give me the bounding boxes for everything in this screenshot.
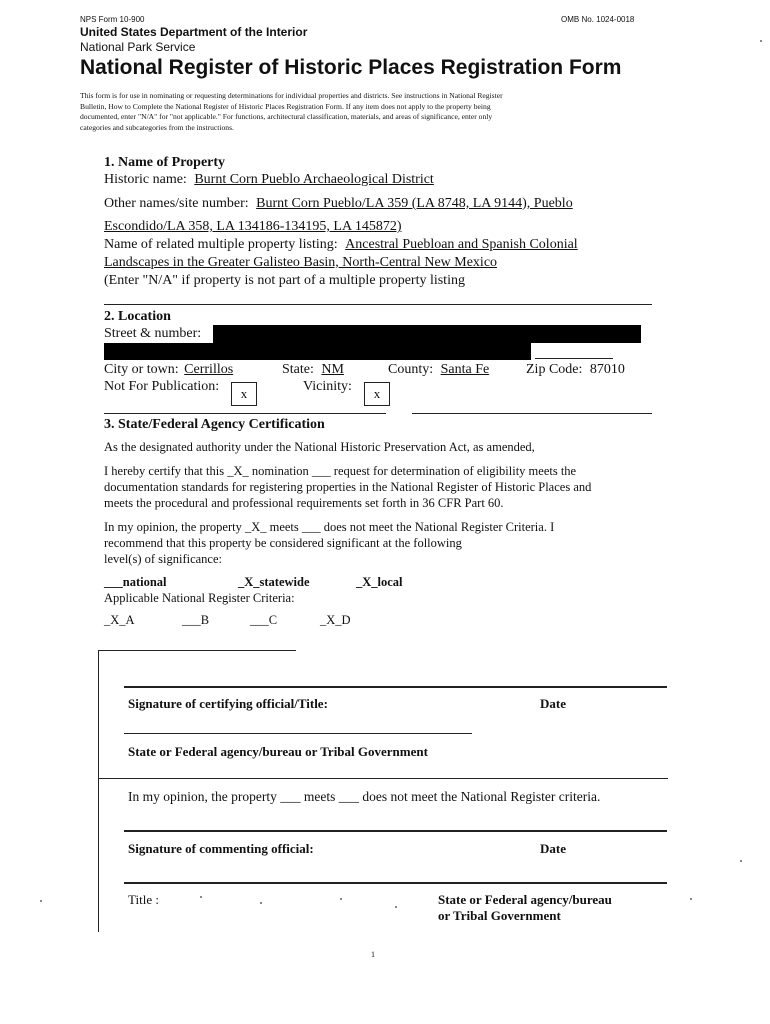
authority-text: As the designated authority under the National Historic Preservation Act, as amended, (104, 440, 535, 454)
scan-speck (395, 906, 397, 908)
state-field (282, 362, 344, 378)
title-label: Title : (128, 892, 159, 907)
agency-label-2-line: State or Federal agency/bureau (438, 892, 612, 907)
agency-label: State or Federal agency/bureau or Tribal Government (128, 744, 428, 759)
criteria-label: Applicable National Register Criteria: (104, 591, 295, 605)
other-names-value-cont: Escondido/LA 358, LA 134186-134195, LA 145872) (104, 219, 402, 234)
opinion-text (104, 519, 554, 567)
state-label: State: (282, 362, 314, 377)
sig-cert-label: Signature of certifying official/Title: (128, 696, 328, 711)
zip-value: 87010 (589, 362, 625, 377)
certify-line: meets the procedural and professional requirements set forth in 36 CFR Part 60. (104, 496, 504, 510)
intro-text (80, 91, 680, 133)
divider (124, 733, 472, 734)
divider (104, 413, 386, 414)
date-label: Date (540, 696, 566, 711)
zip-field (526, 362, 625, 378)
criteria-c: ___C (250, 613, 278, 627)
mpl-row (104, 237, 578, 253)
historic-name-row (104, 172, 434, 188)
historic-name-label: Historic name: (104, 172, 187, 187)
section2-heading: 2. Location (104, 309, 171, 324)
department: United States Department of the Interior (80, 25, 308, 39)
state-value: NM (321, 362, 344, 377)
intro-line: This form is for use in nominating or requesting determinations for individual properties and districts. See instructions in National Register (80, 91, 503, 100)
scan-speck (340, 898, 342, 900)
zip-label: Zip Code: (526, 362, 583, 377)
criteria-b: ___B (182, 613, 210, 627)
county-value: Santa Fe (440, 362, 490, 377)
county-field (388, 362, 489, 378)
scan-speck (690, 898, 692, 900)
scan-speck (760, 40, 762, 42)
divider (124, 686, 667, 688)
certify-line: I hereby certify that this _X_ nomination ___ request for determination of eligibility meets the (104, 464, 577, 478)
street-label: Street & number: (104, 326, 202, 341)
mpl-value: Ancestral Puebloan and Spanish Colonial (345, 237, 578, 252)
nfp-checkbox[interactable]: x (231, 382, 257, 406)
service: National Park Service (80, 40, 196, 54)
opinion-line: recommend that this property be considered significant at the following (104, 536, 462, 550)
vicinity-checkbox[interactable]: x (364, 382, 390, 406)
mpl-value-cont: Landscapes in the Greater Galisteo Basin, North-Central New Mexico (104, 255, 498, 270)
sig-comment-label: Signature of commenting official: (128, 841, 314, 856)
comment-opinion: In my opinion, the property ___ meets ___ does not meet the National Register criteria. (128, 789, 601, 804)
city-label: City or town: (104, 362, 179, 377)
section1-heading: 1. Name of Property (104, 155, 226, 170)
agency-label-2 (438, 892, 612, 924)
sig-block-left-border (98, 650, 99, 932)
section3-heading: 3. State/Federal Agency Certification (104, 417, 325, 432)
other-names-label: Other names/site number: (104, 196, 249, 211)
scan-speck (740, 860, 742, 862)
level-local: _X_local (356, 575, 403, 589)
intro-line: Bulletin, How to Complete the National Register of Historic Places Registration Form. If any item does not apply to the property being (80, 101, 491, 111)
certify-text (104, 463, 591, 511)
divider (124, 830, 667, 832)
opinion-line: In my opinion, the property _X_ meets ___ does not meet the National Register Criteria. I (104, 520, 555, 534)
criteria-d: _X_D (320, 613, 351, 627)
mpl-label: Name of related multiple property listing: (104, 237, 338, 252)
opinion-line: level(s) of significance: (104, 552, 223, 566)
form-number: NPS Form 10-900 (80, 15, 145, 24)
other-names-row (104, 196, 573, 212)
scan-speck (200, 896, 202, 898)
date-label: Date (540, 841, 566, 856)
divider (98, 778, 668, 779)
level-national: ___national (104, 575, 167, 589)
city-value: Cerrillos (184, 362, 234, 377)
intro-line: categories and subcategories from the instructions. (80, 122, 234, 132)
scan-speck (260, 902, 262, 904)
page-number: 1 (371, 950, 375, 959)
divider (104, 304, 652, 305)
omb-number: OMB No. 1024-0018 (561, 15, 635, 24)
nfp-label: Not For Publication: (104, 379, 220, 394)
city-field (104, 362, 233, 378)
street-redaction-cont (104, 343, 531, 360)
agency-label-2-line: or Tribal Government (438, 908, 561, 923)
divider (124, 882, 667, 884)
level-statewide: _X_statewide (238, 575, 310, 589)
divider (412, 413, 652, 414)
page-title: National Register of Historic Places Registration Form (80, 56, 622, 79)
divider (535, 358, 613, 359)
other-names-value: Burnt Corn Pueblo/LA 359 (LA 8748, LA 9144), Pueblo (256, 196, 573, 211)
street-redaction (213, 325, 641, 343)
intro-line: documented, enter "N/A" for "not applicable." For functions, architectural classification, materials, and areas of significance, enter only (80, 112, 493, 121)
county-label: County: (388, 362, 434, 377)
divider (98, 650, 296, 651)
vicinity-label: Vicinity: (303, 379, 352, 394)
enter-na-note: (Enter "N/A" if property is not part of a multiple property listing (104, 273, 465, 288)
criteria-a: _X_A (104, 613, 135, 627)
historic-name-value: Burnt Corn Pueblo Archaeological District (194, 172, 434, 187)
scan-speck (40, 900, 42, 902)
certify-line: documentation standards for registering properties in the National Register of Historic Places and (104, 480, 592, 494)
